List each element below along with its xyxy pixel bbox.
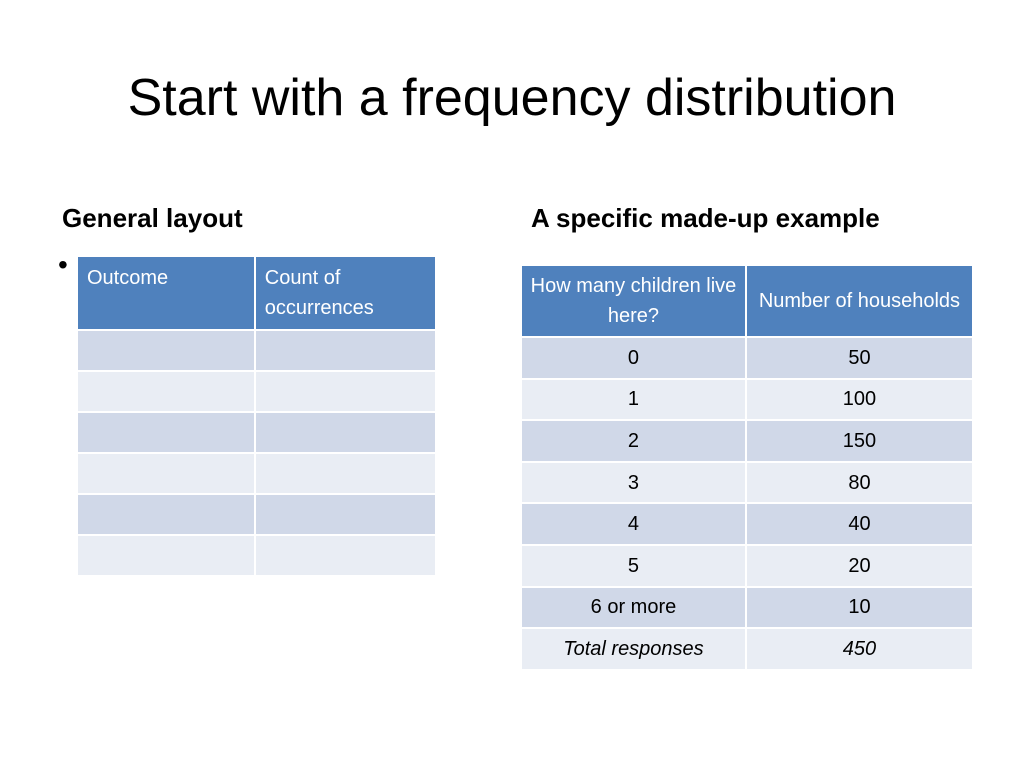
table-cell	[255, 535, 436, 576]
table-cell	[255, 330, 436, 371]
children-cell: 3	[521, 462, 746, 504]
children-count-header: How many children live here?	[521, 265, 746, 337]
table-cell	[77, 371, 255, 412]
table-row	[521, 420, 973, 462]
table-cell	[77, 412, 255, 453]
table-row	[77, 371, 436, 412]
table-row	[521, 545, 973, 587]
table-cell	[77, 494, 255, 535]
general-layout-heading: General layout	[62, 203, 243, 233]
table-row	[521, 337, 973, 379]
table-row	[77, 412, 436, 453]
children-households-table	[520, 264, 974, 671]
bullet-marker: •	[58, 249, 68, 280]
households-cell: 40	[746, 503, 973, 545]
count-header: Count of occurrences	[255, 256, 436, 330]
table-row	[521, 462, 973, 504]
households-cell: 100	[746, 379, 973, 421]
table-row	[77, 535, 436, 576]
example-heading: A specific made-up example	[531, 203, 880, 233]
table-cell	[255, 494, 436, 535]
table-row	[521, 379, 973, 421]
households-cell: 10	[746, 587, 973, 629]
total-value: 450	[746, 628, 973, 670]
children-cell: 5	[521, 545, 746, 587]
children-cell: 0	[521, 337, 746, 379]
table-row	[521, 587, 973, 629]
children-cell: 4	[521, 503, 746, 545]
children-cell: 1	[521, 379, 746, 421]
table-cell	[77, 330, 255, 371]
total-label: Total responses	[521, 628, 746, 670]
children-cell: 6 or more	[521, 587, 746, 629]
table-cell	[255, 412, 436, 453]
table-cell	[77, 535, 255, 576]
table-row	[77, 453, 436, 494]
households-cell: 150	[746, 420, 973, 462]
table-cell	[255, 453, 436, 494]
table-cell	[255, 371, 436, 412]
slide-title: Start with a frequency distribution	[127, 69, 897, 127]
table-header-row	[521, 265, 973, 337]
households-cell: 20	[746, 545, 973, 587]
table-cell	[77, 453, 255, 494]
households-cell: 50	[746, 337, 973, 379]
households-cell: 80	[746, 462, 973, 504]
table-header-row	[77, 256, 436, 330]
table-row	[77, 330, 436, 371]
children-cell: 2	[521, 420, 746, 462]
general-layout-table	[76, 255, 437, 577]
table-row	[521, 503, 973, 545]
outcome-header: Outcome	[77, 256, 255, 330]
table-row	[77, 494, 436, 535]
total-row	[521, 628, 973, 670]
households-header: Number of households	[746, 265, 973, 337]
